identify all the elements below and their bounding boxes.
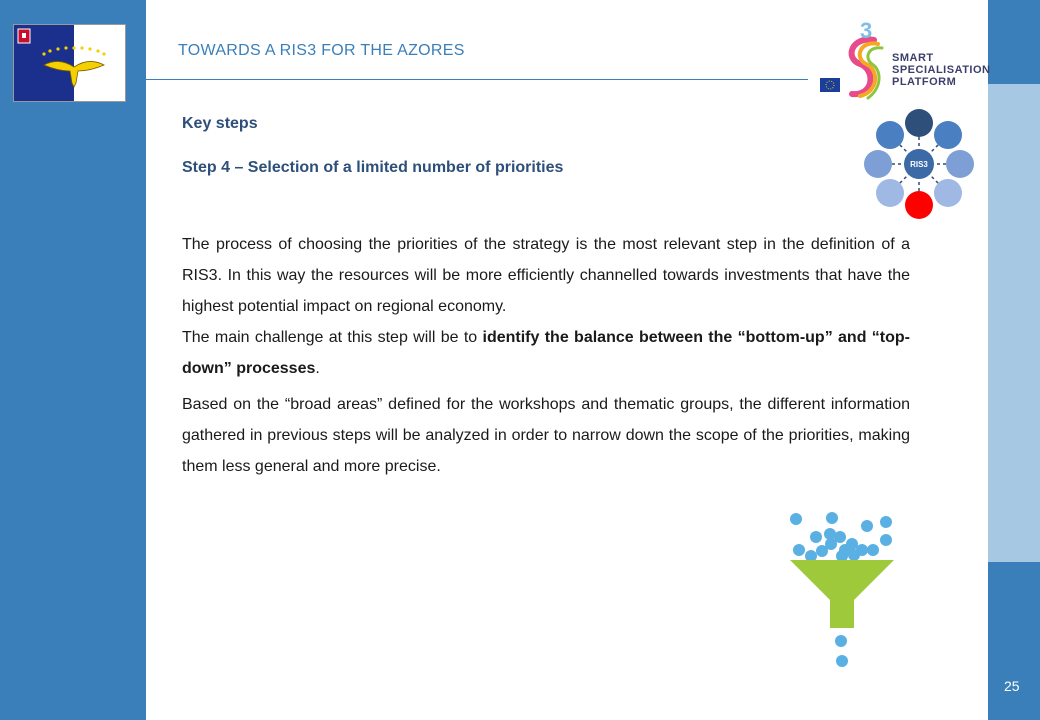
paragraph-2-emphasis: identify the balance between the “bottom-up” and “top-down” processes — [182, 329, 910, 377]
header-divider — [146, 79, 808, 80]
ris3-node-2 — [934, 121, 962, 149]
azores-flag-image — [13, 24, 126, 102]
ris3-center-label: RIS3 — [910, 160, 928, 169]
step-title: Step 4 – Selection of a limited number of priorities — [182, 159, 564, 176]
ris3-node-8 — [876, 121, 904, 149]
paragraph-3: Based on the “broad areas” defined for the workshops and thematic groups, the different information gathered in previous steps will be analyzed in order to narrow down the scope of the priorities, making them less general and more precise. — [182, 396, 910, 475]
ris3-node-7 — [864, 150, 892, 178]
logo-line-3: PLATFORM — [892, 76, 957, 88]
funnel-icon — [786, 508, 898, 673]
logo-number: 3 — [860, 18, 873, 43]
ris3-node-6 — [876, 179, 904, 207]
funnel-body — [790, 560, 894, 628]
ris3-node-4 — [934, 179, 962, 207]
paragraph-1: The process of choosing the priorities of the strategy is the most relevant step in the definition of a RIS3. In this way the resources will be more efficiently channelled towards investments that have the highest potential impact on regional economy. — [182, 236, 910, 315]
paragraph-2 — [182, 322, 910, 384]
right-sidebar-highlight — [988, 84, 1040, 562]
paragraph-2-start: The main challenge at this step will be to — [182, 329, 483, 346]
ris3-node-5 — [905, 191, 933, 219]
page-number: 25 — [1004, 678, 1020, 694]
logo-wordmark — [892, 52, 990, 88]
ris3-cycle-diagram — [860, 105, 978, 223]
header-title: TOWARDS A RIS3 FOR THE AZORES — [178, 42, 465, 59]
logo-line-1: SMART — [892, 52, 934, 64]
logo-line-2: SPECIALISATION — [892, 64, 991, 76]
funnel-dots — [790, 512, 892, 562]
ris3-node-3 — [946, 150, 974, 178]
ris3-node-1 — [905, 109, 933, 137]
left-sidebar-bar — [0, 0, 146, 720]
section-heading: Key steps — [182, 115, 258, 132]
paragraph-2-end: . — [315, 360, 320, 377]
